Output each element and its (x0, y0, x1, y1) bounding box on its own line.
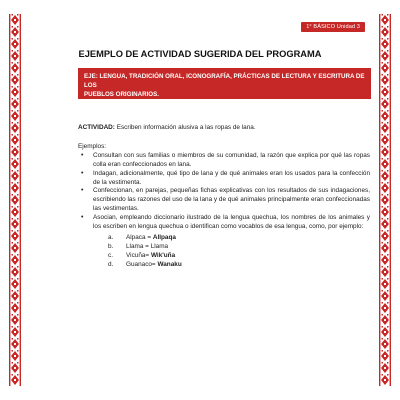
animal-item (93, 261, 370, 270)
unit-badge: 1° BÁSICO Unidad 3 (301, 22, 365, 32)
examples-list (78, 152, 370, 270)
page-title: EJEMPLO DE ACTIVIDAD SUGERIDA DEL PROGRAMA (78, 49, 322, 59)
example-item: • Indagan, adicionalmente, qué tipo de lana y de qué animales eran los usados para la confección de la vestimenta. (78, 170, 370, 188)
animal-item (93, 234, 370, 243)
animal-spanish: Llama = Llama (126, 242, 169, 250)
animal-names-list (93, 234, 370, 270)
axis-line-1: EJE: LENGUA, TRADICIÓN ORAL, ICONOGRAFÍA, PRÁCTICAS DE LECTURA Y ESCRITURA DE LOS (84, 73, 365, 89)
animal-quechua: Allpaqa (152, 233, 176, 241)
activity-line (78, 124, 370, 133)
decorative-border-left (9, 14, 21, 386)
example-item: • Confeccionan, en parejas, pequeñas fichas explicativas con los resultados de sus indagaciones, escribiendo las razones del uso de la lana y de qué animales principalmente eran confeccionadas las vestimentas. (78, 187, 370, 214)
activity-label: ACTIVIDAD: (78, 124, 115, 131)
animal-item (93, 243, 370, 252)
animal-quechua: Wanaku (157, 260, 182, 268)
example-item-text: Asocian, empleando diccionario ilustrado de la lengua quechua, los nombres de los animales y los escriben en lengua quechua o identifican como vocablos de esa lengua, como, por ejemplo: (93, 214, 370, 231)
list-marker: c. (108, 251, 113, 259)
activity-text: Escriben información alusiva a las ropas de lana. (114, 124, 256, 131)
activity-content (78, 124, 370, 270)
animal-quechua: Wik'uña (150, 251, 176, 259)
examples-label: Ejemplos: (78, 142, 107, 150)
list-marker: a. (108, 233, 114, 241)
example-item (78, 214, 370, 269)
axis-line-2: PUEBLOS ORIGINARIOS. (84, 91, 159, 98)
example-item: • Consultan con sus familias o miembros de su comunidad, la razón que explica por qué las ropas colla eran confeccionados en lana. (78, 152, 370, 170)
axis-banner (78, 68, 371, 99)
animal-spanish: Guanaco= (126, 260, 158, 268)
animal-spanish: Alpaca = (126, 233, 153, 241)
list-marker: b. (108, 242, 114, 250)
animal-item (93, 252, 370, 261)
decorative-border-right (379, 14, 391, 386)
animal-spanish: Vicuña= (126, 251, 151, 259)
list-marker: d. (108, 260, 114, 268)
